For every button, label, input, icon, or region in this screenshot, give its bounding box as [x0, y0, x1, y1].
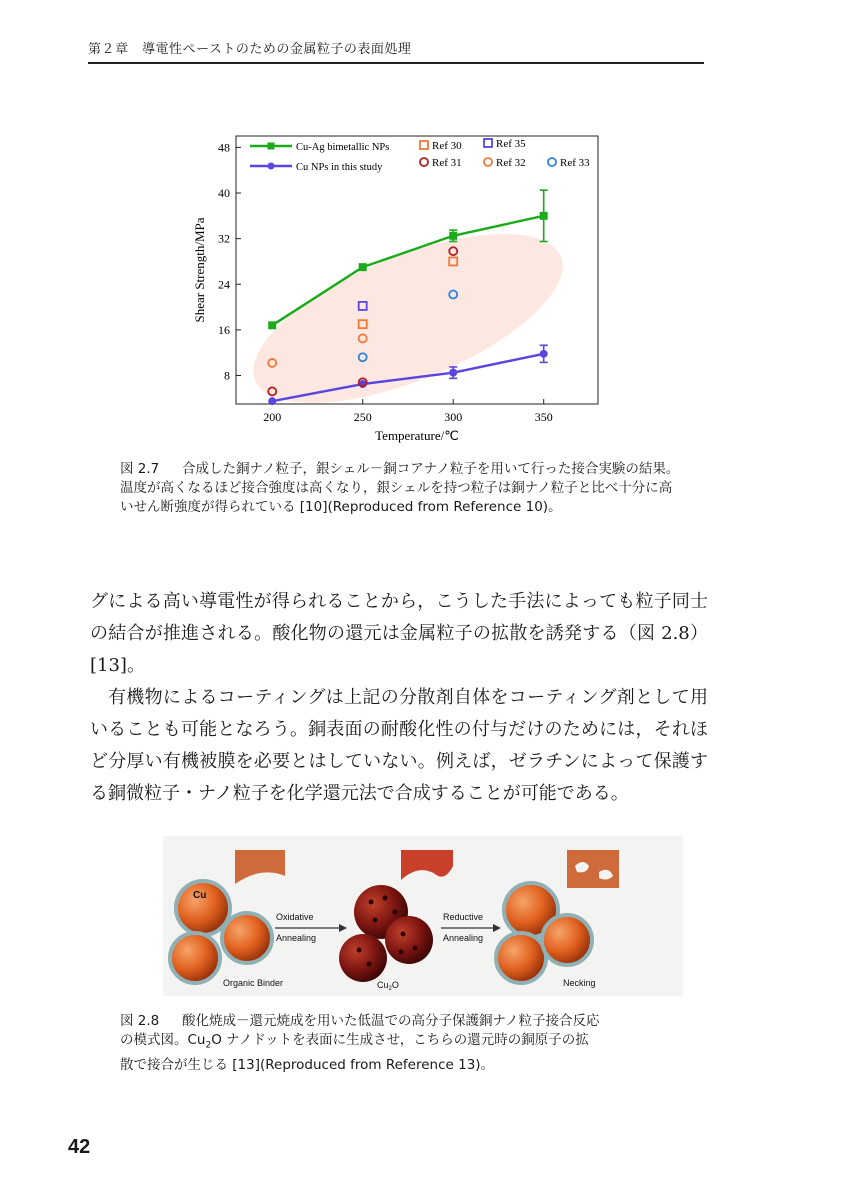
data-point: [449, 232, 457, 240]
y-tick-label: 40: [218, 186, 230, 201]
y-tick-label: 24: [218, 277, 230, 292]
x-tick-label: 250: [353, 410, 372, 424]
cu-label: Cu: [193, 890, 207, 901]
figure-2-8-line-3: 散で接合が生じる [13](Reproduced from Reference 13)。: [120, 1056, 495, 1073]
y-tick-label: 16: [218, 322, 230, 337]
y-axis-label: Shear Strength/MPa: [192, 217, 207, 323]
organic-binder-label: Organic Binder: [223, 978, 284, 988]
reductive-label: Reductive: [443, 912, 484, 922]
legend-label: Ref 33: [560, 157, 590, 169]
x-tick-label: 300: [444, 410, 463, 424]
legend-marker: [484, 158, 492, 166]
data-point: [540, 212, 548, 220]
cu-particle: [222, 913, 272, 963]
legend-label: Ref 32: [496, 157, 526, 169]
body-paragraph-1: グによる高い導電性が得られることから，こうした手法によっても粒子同士の結合が推進される。酸化物の還元は金属粒子の拡散を誘発する（図 2.8）[13]。: [90, 591, 708, 676]
sintering-diagram: [163, 836, 683, 996]
legend-marker: [548, 158, 556, 166]
y-tick-label: 48: [218, 140, 230, 155]
legend-label: Ref 30: [432, 140, 462, 152]
cu2o-particle: [339, 934, 387, 982]
figure-2-7-caption: [120, 460, 680, 517]
legend-marker: [420, 141, 428, 149]
sintered-cu-particle: [496, 933, 546, 983]
data-point: [268, 321, 276, 329]
legend-marker: [420, 158, 428, 166]
figure-2-7-text: 合成した銅ナノ粒子，銀シェル－銅コアナノ粒子を用いて行った接合実験の結果。温度が高くなるほど接合強度は高くなり，銀シェルを持つ粒子は銅ナノ粒子と比べ十分に高いせん断強度が得られている [10](Reproduced from Reference 10)。: [120, 461, 680, 515]
legend-label: Ref 31: [432, 157, 462, 169]
figure-2-8-line-1: 酸化焼成－還元焼成を用いた低温での高分子保護銅ナノ粒子接合反応: [182, 1013, 600, 1029]
figure-2-8-line-2: の模式図。$Cu_2O$ ナノドットを表面に生成させ，こちらの還元時の銅原子の拡: [120, 1032, 589, 1051]
data-point: [540, 350, 548, 358]
x-axis-label: Temperature/℃: [375, 428, 459, 443]
running-header: 第２章 導電性ペーストのための金属粒子の表面処理: [88, 40, 704, 64]
sintered-cu-particle: [542, 915, 592, 965]
cu2o-label: $Cu_2O$: [377, 980, 399, 992]
legend-marker: [268, 163, 275, 170]
data-point: [268, 397, 276, 405]
figure-2-8-number: 図 2.8: [120, 1013, 160, 1029]
shear-strength-chart: [180, 128, 620, 448]
stage-3-zoom-inset: [567, 850, 619, 888]
cu2o-particle: [385, 916, 433, 964]
legend-marker: [484, 139, 492, 147]
data-point: [359, 263, 367, 271]
annealing-label-2: Annealing: [443, 933, 484, 943]
y-tick-label: 32: [218, 231, 230, 246]
x-tick-label: 200: [263, 410, 282, 424]
cu-particle: [170, 933, 220, 983]
y-tick-label: 8: [224, 368, 230, 383]
legend-label: Cu NPs in this study: [296, 162, 383, 173]
data-point: [449, 369, 457, 377]
body-paragraph-2: 有機物によるコーティングは上記の分散剤自体をコーティング剤として用いることも可能となろう。銅表面の耐酸化性の付与だけのためには，それほど分厚い有機被膜を必要とはしていない。例えば，ゼラチンによって保護する銅微粒子・ナノ粒子を化学還元法で合成することが可能である。: [90, 687, 708, 804]
figure-2-8-caption: [120, 1012, 680, 1075]
legend-label: Ref 35: [496, 138, 526, 150]
oxidative-label: Oxidative: [276, 912, 314, 922]
page-number: 42: [68, 1136, 91, 1158]
annealing-label-1: Annealing: [276, 933, 317, 943]
legend-label: Cu-Ag bimetallic NPs: [296, 142, 390, 153]
x-tick-label: 350: [534, 410, 553, 424]
figure-2-7-number: 図 2.7: [120, 461, 160, 477]
legend-marker: [268, 143, 275, 150]
body-text: [90, 586, 708, 810]
necking-label: Necking: [563, 978, 596, 988]
